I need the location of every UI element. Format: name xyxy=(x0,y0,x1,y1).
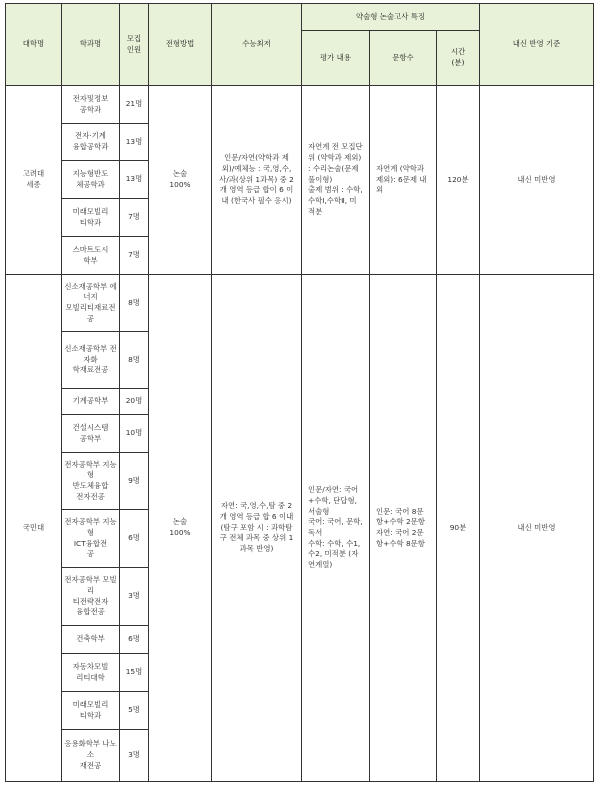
quota-value: 7명 xyxy=(120,199,149,237)
question-count-value: 인문: 국어 8문항+수학 2문항 자연: 국어 2문항+수학 8문항 xyxy=(370,275,437,782)
header-eval-content: 평가 내용 xyxy=(302,31,370,86)
department-name: 응용화학부 나노소 재전공 xyxy=(62,730,120,782)
transcript-value: 내신 미반영 xyxy=(480,86,594,275)
quota-value: 10명 xyxy=(120,415,149,453)
header-essay-group: 약술형 논술고사 특징 xyxy=(302,4,480,31)
university-name: 고려대 세종 xyxy=(6,86,62,275)
department-name: 지능형반도 체공학과 xyxy=(62,161,120,199)
university-name: 국민대 xyxy=(6,275,62,782)
quota-value: 6명 xyxy=(120,626,149,654)
quota-value: 15명 xyxy=(120,654,149,692)
department-name: 건축학부 xyxy=(62,626,120,654)
department-name: 기계공학부 xyxy=(62,389,120,415)
method-value: 논술 100% xyxy=(149,86,212,275)
department-name: 전자공학부 지능형 ICT융합전 공 xyxy=(62,510,120,568)
question-count-value: 자연계 (약학과 제외): 6문제 내외 xyxy=(370,86,437,275)
department-name: 자동차모빌 리티대학 xyxy=(62,654,120,692)
header-time: 시간 (분) xyxy=(437,31,480,86)
quota-value: 3명 xyxy=(120,568,149,626)
quota-value: 8명 xyxy=(120,332,149,389)
department-name: 미래모빌리 티학과 xyxy=(62,692,120,730)
department-name: 전자공학부 지능형 반도체융합 전자전공 xyxy=(62,453,120,510)
csat-min-value: 자연: 국,영,수,탐 중 2개 영역 등급 합 6 이내 (탐구 포함 시 : 과학탐구 전체 과목 중 상위 1과목 반영) xyxy=(212,275,302,782)
method-value: 논술 100% xyxy=(149,275,212,782)
header-question-count: 문항수 xyxy=(370,31,437,86)
quota-value: 13명 xyxy=(120,124,149,161)
header-department: 학과명 xyxy=(62,4,120,86)
eval-content-value: 인문/자연: 국어+수학, 단답형, 서술형 국어: 국어, 문학, 독서 수학: 수학, 수1, 수2, 미적분 (자연계열) xyxy=(302,275,370,782)
quota-value: 9명 xyxy=(120,453,149,510)
department-name: 건설시스템 공학부 xyxy=(62,415,120,453)
eval-content-value: 자연계 전 모집단위 (약학과 제외) : 수리논술(문제풀이형) 출제 범위 : 수학,수학Ⅰ,수학Ⅱ, 미적분 xyxy=(302,86,370,275)
time-value: 120분 xyxy=(437,86,480,275)
department-name: 신소재공학부 에너지 모빌리티재료전공 xyxy=(62,275,120,332)
department-name: 전자·기계 융합공학과 xyxy=(62,124,120,161)
quota-value: 13명 xyxy=(120,161,149,199)
quota-value: 21명 xyxy=(120,86,149,124)
header-method: 전형방법 xyxy=(149,4,212,86)
quota-value: 7명 xyxy=(120,237,149,275)
department-name: 미래모빌리 티학과 xyxy=(62,199,120,237)
department-name: 전자공학부 모빌리 티전략전자 융합전공 xyxy=(62,568,120,626)
header-quota: 모집 인원 xyxy=(120,4,149,86)
transcript-value: 내신 미반영 xyxy=(480,275,594,782)
header-transcript: 내신 반영 기준 xyxy=(480,4,594,86)
department-name: 신소재공학부 전자화 학재료전공 xyxy=(62,332,120,389)
csat-min-value: 인문/자연(약학과 제외)/예체능 : 국,영,수,사/과(상위 1과목) 중 2개 영역 등급 합이 6 이내 (한국사 필수 응시) xyxy=(212,86,302,275)
quota-value: 5명 xyxy=(120,692,149,730)
department-name: 스마트도시 학부 xyxy=(62,237,120,275)
department-name: 전자및정보 공학과 xyxy=(62,86,120,124)
header-university: 대학명 xyxy=(6,4,62,86)
admissions-table xyxy=(5,3,594,782)
quota-value: 3명 xyxy=(120,730,149,782)
quota-value: 20명 xyxy=(120,389,149,415)
quota-value: 8명 xyxy=(120,275,149,332)
quota-value: 6명 xyxy=(120,510,149,568)
time-value: 90분 xyxy=(437,275,480,782)
header-csat-min: 수능최저 xyxy=(212,4,302,86)
